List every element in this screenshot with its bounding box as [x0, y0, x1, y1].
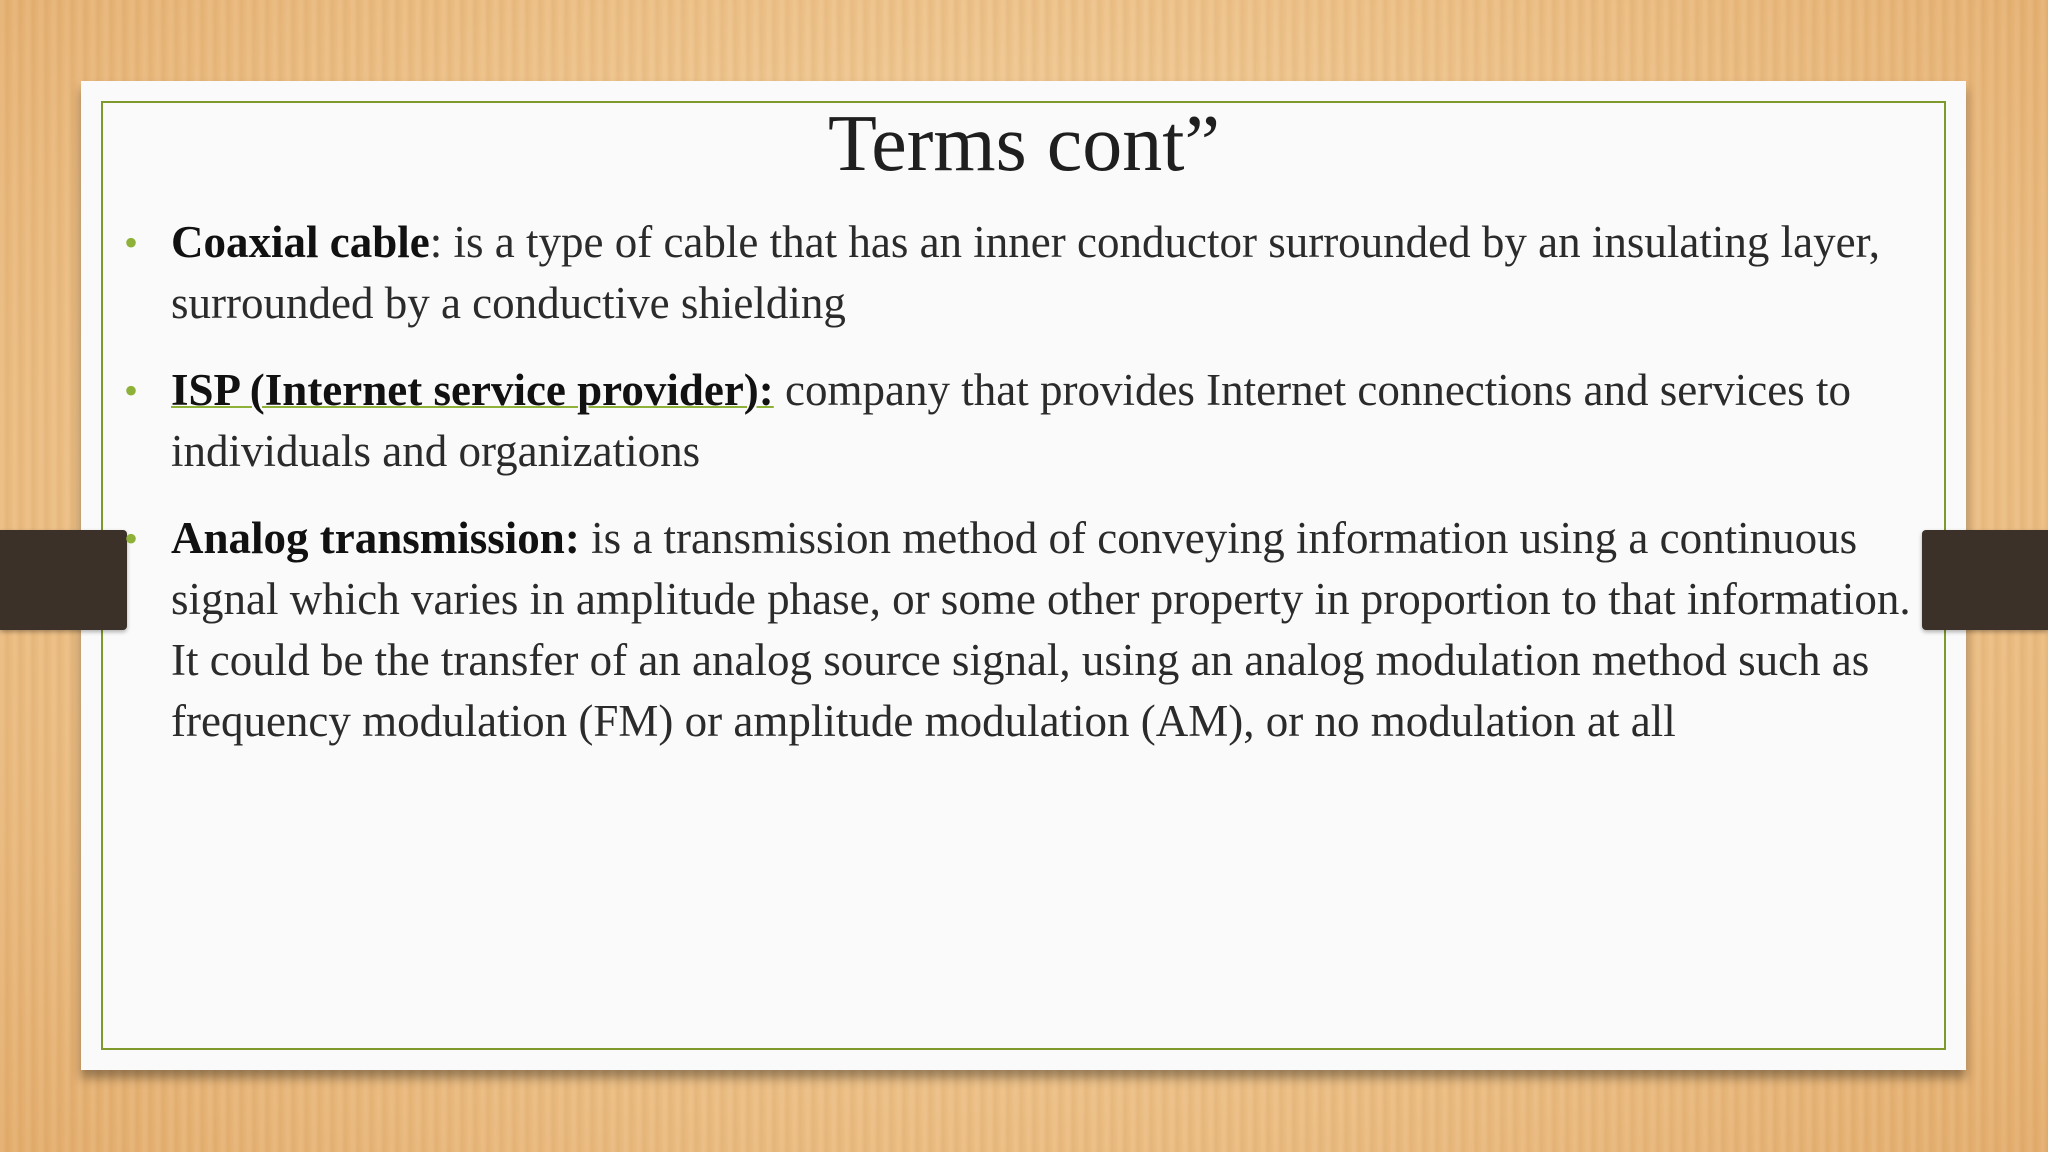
bullet-dot-icon: •: [124, 220, 139, 265]
term-label: ISP (Internet service provider):: [171, 365, 774, 415]
bullet-item-isp: [122, 360, 1922, 482]
term-separator: [774, 365, 785, 415]
binder-clip-left: [0, 530, 127, 630]
term-definition: is a type of cable that has an inner conductor surrounded by an insulating layer, surrounded by a conductive shielding: [171, 217, 1881, 328]
bullet-dot-icon: •: [124, 368, 139, 413]
bullet-dot-icon: •: [124, 516, 139, 561]
term-separator: [580, 513, 591, 563]
term-definition: is a transmission method of conveying information using a continuous signal which varies in amplitude phase, or some other property in proportion to that information. It could be the transfer of an analog source signal, using an analog modulation method such as frequency modulation (FM) or amplitude modulation (AM), or no modulation at all: [171, 513, 1911, 746]
bullet-list: [122, 212, 1922, 778]
term-definition: company that provides Internet connections and services to individuals and organizations: [171, 365, 1851, 476]
bullet-item-analog-transmission: [122, 508, 1922, 752]
binder-clip-right: [1922, 530, 2048, 630]
term-label: Analog transmission:: [171, 513, 580, 563]
bullet-item-coaxial-cable: [122, 212, 1922, 334]
term-separator: :: [429, 217, 454, 267]
slide-title: Terms cont”: [827, 100, 1221, 188]
term-label: Coaxial cable: [171, 217, 430, 267]
